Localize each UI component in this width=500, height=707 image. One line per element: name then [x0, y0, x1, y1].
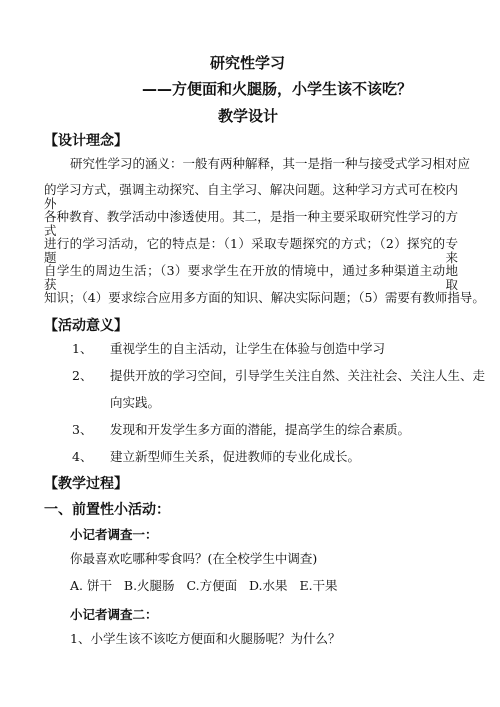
design-concept-line-1: 研究性学习的涵义：一般有两种解释，其一是指一种与接受式学习相对应 [70, 156, 471, 171]
design-concept-line-6: 知识；（4）要求综合应用多方面的知识、解决实际问题；（5）需要有教师指导。 [44, 290, 485, 305]
list-item-number: 1、 [72, 341, 93, 356]
list-item-text: 重视学生的自主活动，让学生在体验与创造中学习 [110, 341, 386, 356]
design-concept-heading: 【设计理念】 [44, 133, 128, 149]
design-concept-line-4: 进行的学习活动，它的特点是：（1）采取专题探究的方式；（2）探究的专题来 [44, 236, 458, 265]
section-label: 教学设计 [218, 107, 279, 125]
survey1-options: A. 饼干 B.火腿肠 C.方便面 D.水果 E.干果 [70, 578, 338, 593]
list-item-number: 2、 [72, 368, 93, 383]
list-item [72, 450, 360, 464]
list-item-number: 4、 [72, 449, 93, 464]
activity-significance-heading: 【活动意义】 [44, 318, 128, 334]
survey1-question: 你最喜欢吃哪种零食吗？(在全校学生中调查) [70, 551, 318, 566]
list-item-continuation: 向实践。 [110, 395, 161, 410]
document-subtitle: ——方便面和火腿肠，小学生该不该吃？ [142, 80, 413, 98]
design-concept-line-3: 各种教育、教学活动中渗透使用。其二，是指一种主要采取研究性学习的方式 [44, 209, 458, 238]
list-item-number: 3、 [72, 422, 93, 437]
design-concept-line-2: 的学习方式，强调主动探究、自主学习、解决问题。这种学习方式可在校内外 [44, 182, 458, 211]
teaching-process-heading: 【教学过程】 [44, 476, 128, 492]
survey2-question: 1、小学生该不该吃方便面和火腿肠呢？为什么？ [70, 631, 341, 646]
list-item-text: 建立新型师生关系，促进教师的专业化成长。 [110, 449, 361, 464]
survey2-heading: 小记者调查二： [70, 607, 158, 622]
survey1-heading: 小记者调查一： [70, 527, 158, 542]
list-item-text: 发现和开发学生多方面的潜能，提高学生的综合素质。 [110, 422, 411, 437]
document-title: 研究性学习 [210, 54, 286, 72]
list-item [72, 423, 410, 437]
part1-heading: 一、前置性小活动： [44, 502, 170, 518]
list-item [72, 369, 485, 383]
list-item-text: 提供开放的学习空间，引导学生关注自然、关注社会、关注人生、走 [110, 368, 486, 383]
list-item [72, 342, 385, 356]
design-concept-line-5: 自学生的周边生活；（3）要求学生在开放的情境中，通过多种渠道主动地获取 [44, 263, 458, 292]
